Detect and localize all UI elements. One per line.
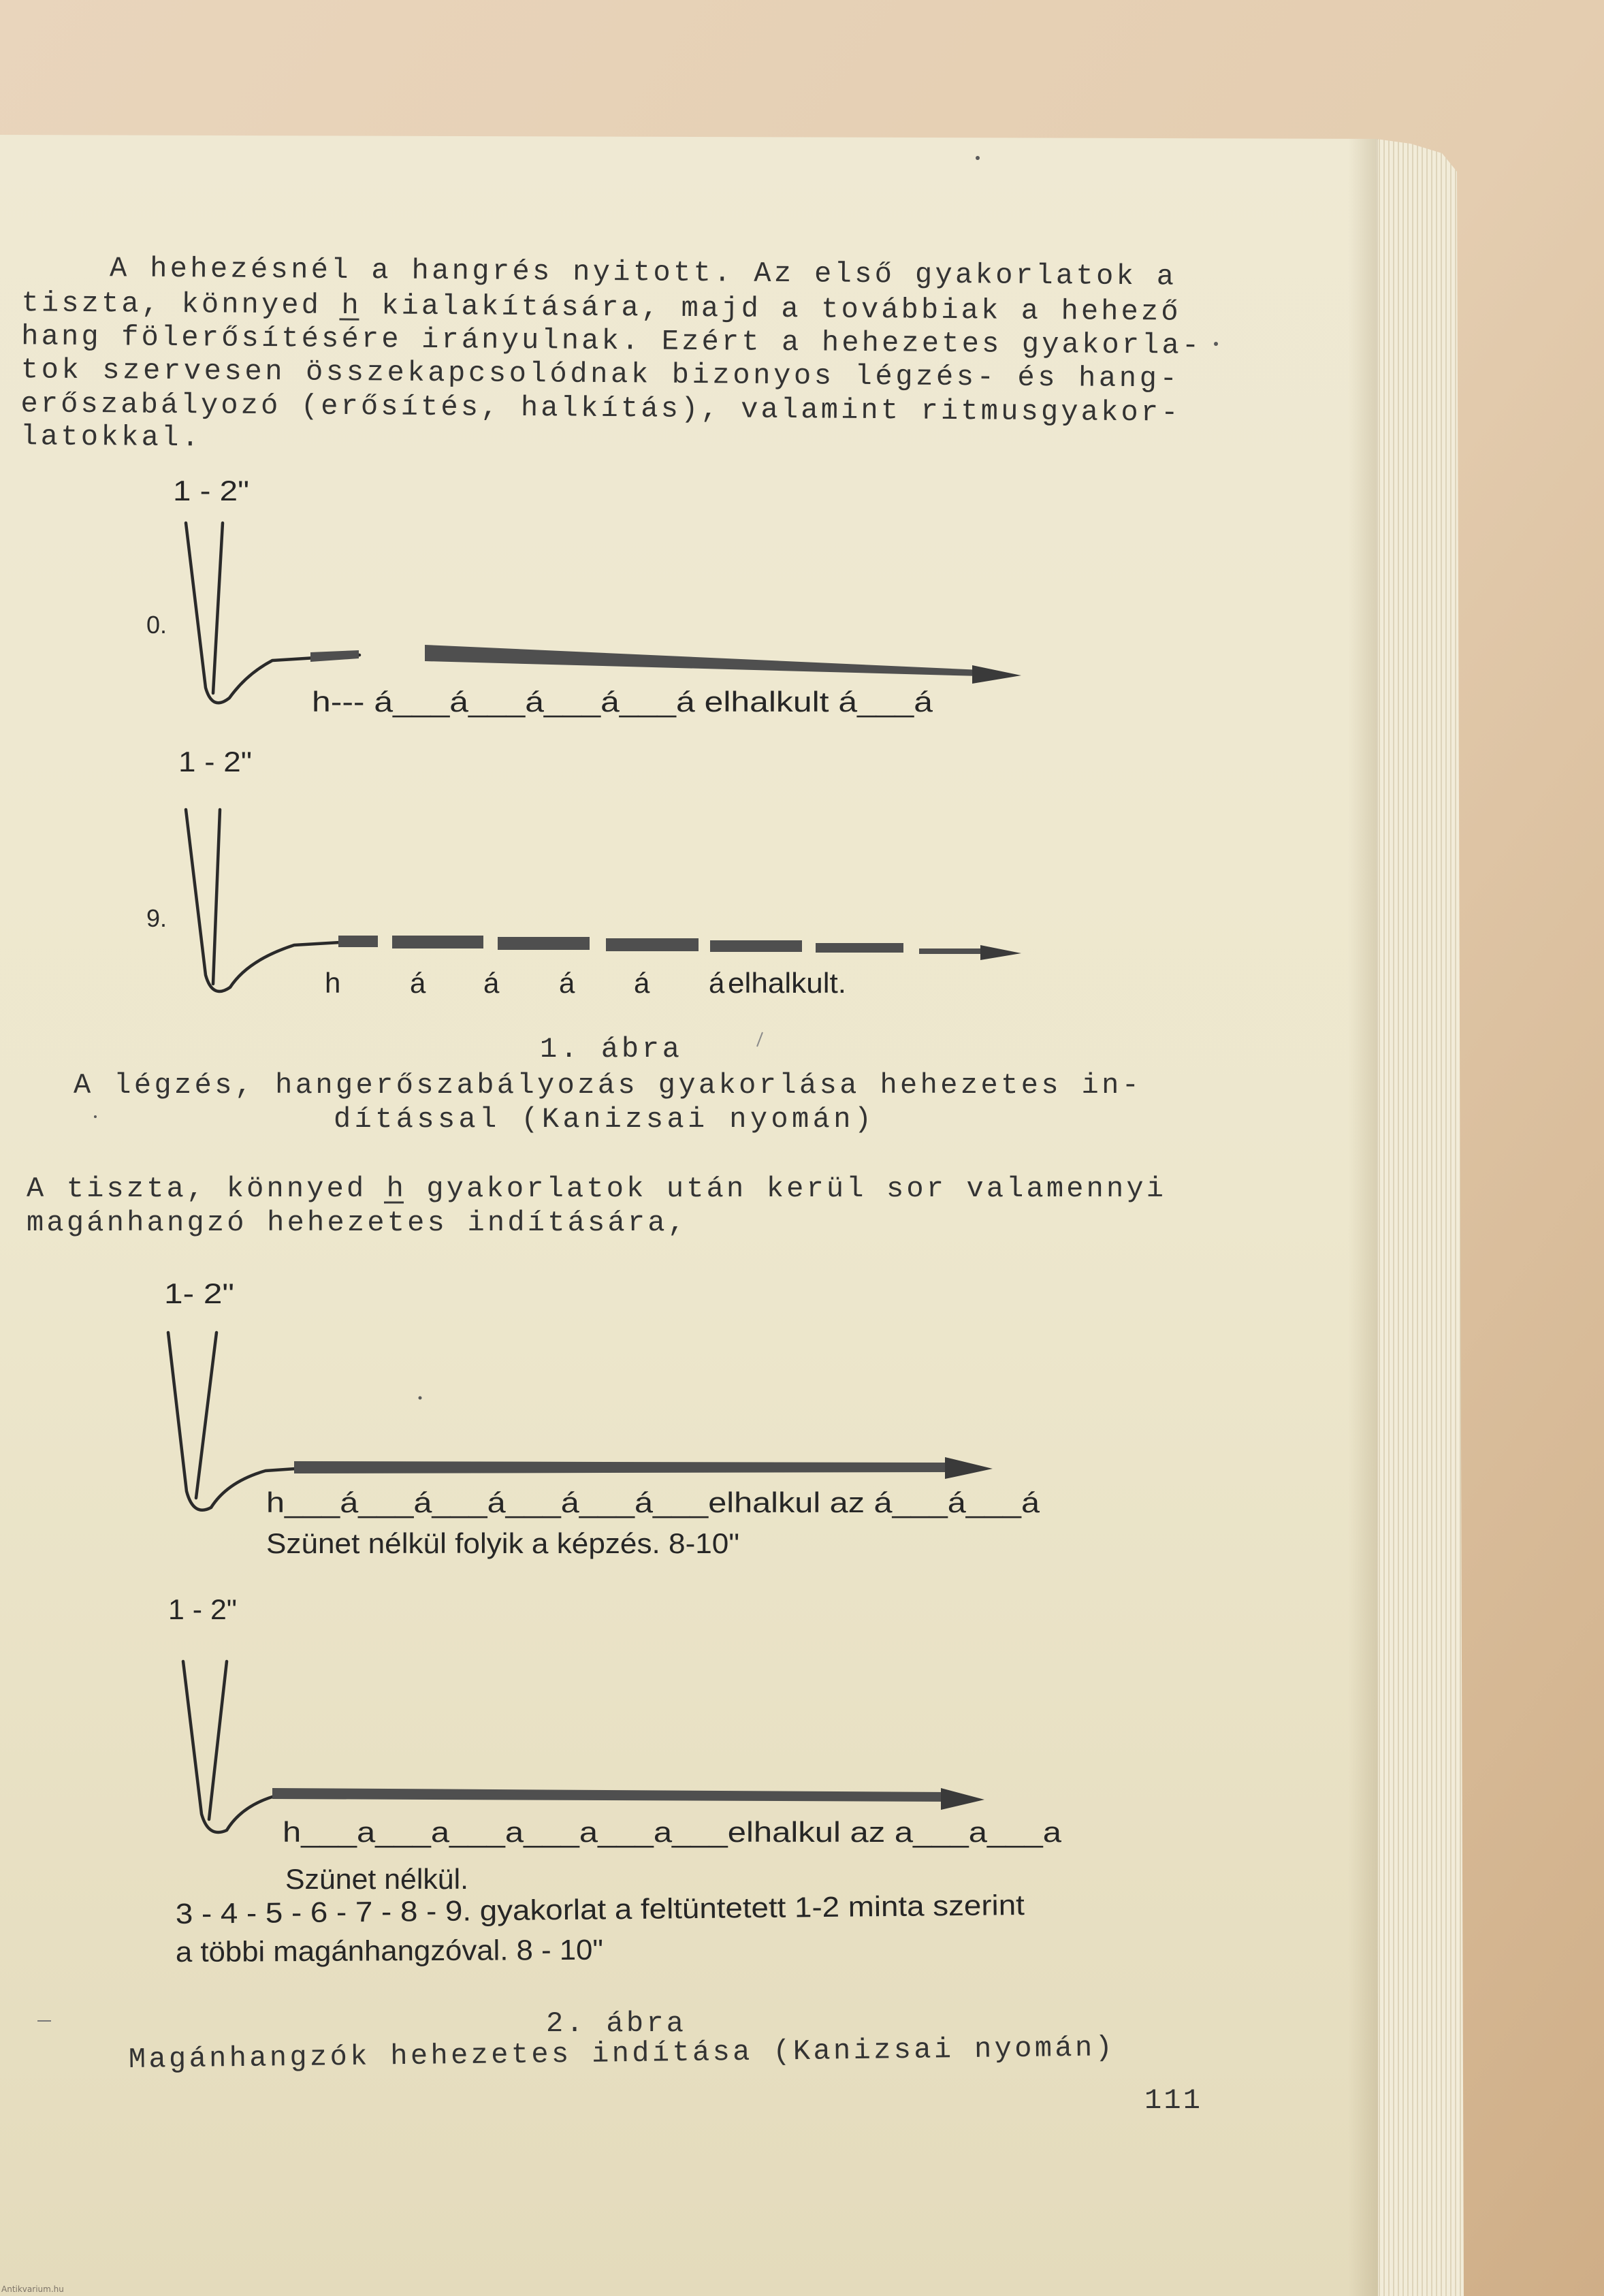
syllable: h	[325, 967, 341, 999]
duration-label: 1 - 2"	[173, 475, 249, 507]
paper-speck	[419, 1397, 422, 1400]
diagram-remark: Szünet nélkül.	[285, 1863, 468, 1895]
sound-segment	[392, 936, 483, 948]
page-edge-shadow	[1348, 139, 1378, 2296]
duration-label: 1 - 2"	[168, 1593, 237, 1625]
duration-label: 1 - 2"	[178, 746, 252, 778]
exercise-number: 9.	[146, 904, 167, 932]
syllable-row: h___a___a___a___a___a___elhalkul az a___a___a	[283, 1816, 1062, 1848]
caption-line: dítással (Kanizsai nyomán)	[334, 1103, 871, 1136]
figure-number: 1. ábra	[540, 1033, 679, 1066]
paragraph-1-line: A hehezésnél a hangrés nyitott. Az első gyakorlatok a	[109, 252, 1174, 293]
diagram-remark: a többi magánhangzóval. 8 - 10"	[175, 1933, 587, 1968]
paragraph-2-line: magánhangzó hehezetes indítására,	[27, 1207, 685, 1239]
sound-segment	[498, 937, 590, 950]
page-stack-edge	[1376, 139, 1464, 2296]
caption-line: Magánhangzók hehezetes indítása (Kanizsai nyomán)	[128, 2031, 1113, 2076]
paragraph-1-line: hang fölerősítésére irányulnak. Ezért a hehezetes gyakorla-	[21, 320, 1200, 362]
exercise-number: 0.	[146, 611, 167, 639]
duration-label: 1- 2"	[164, 1277, 234, 1309]
syllable-row: h--- á___á___á___á___á elhalkult á___á	[312, 686, 933, 718]
syllable: elhalkult.	[728, 967, 846, 999]
paper-speck	[1214, 342, 1218, 346]
syllable: á	[410, 967, 426, 999]
watermark: Antikvarium.hu	[1, 2284, 64, 2294]
paragraph-1-line: tiszta, könnyed h kialakítására, majd a továbbiak a hehező	[21, 287, 1178, 329]
caption-line: A légzés, hangerőszabályozás gyakorlása hehezetes in-	[74, 1069, 1139, 1102]
syllable-row: h___á___á___á___á___á___elhalkul az á___á___á	[266, 1486, 1040, 1518]
syllable: á	[483, 967, 500, 999]
sound-segment	[919, 948, 987, 954]
sound-segment	[816, 943, 903, 953]
paragraph-1-line: tok szervesen összekapcsolódnak bizonyos légzés- és hang-	[20, 353, 1178, 396]
diagram-remark: Szünet nélkül folyik a képzés. 8-10"	[266, 1527, 739, 1559]
paragraph-1-line: erőszabályozó (erősítés, halkítás), valamint ritmusgyakor-	[20, 387, 1178, 430]
figure-number: 2. ábra	[546, 2007, 684, 2040]
syllable: á	[559, 967, 575, 999]
page-number: 111	[1144, 2084, 1200, 2117]
syllable: á	[634, 967, 650, 999]
sound-bar	[294, 1461, 953, 1473]
sound-segment	[606, 938, 699, 951]
paper-speck	[94, 1115, 97, 1118]
diagram-remark: 3 - 4 - 5 - 6 - 7 - 8 - 9. gyakorlat a feltüntetett 1-2 minta szerint	[175, 1889, 957, 1930]
paragraph-1-line: latokkal.	[20, 420, 199, 455]
sound-segment	[338, 936, 378, 947]
paragraph-2-line: A tiszta, könnyed h gyakorlatok után kerül sor valamennyi	[27, 1173, 1164, 1205]
syllable: á	[709, 967, 725, 999]
paper-speck	[976, 156, 980, 160]
sound-segment	[710, 940, 802, 952]
